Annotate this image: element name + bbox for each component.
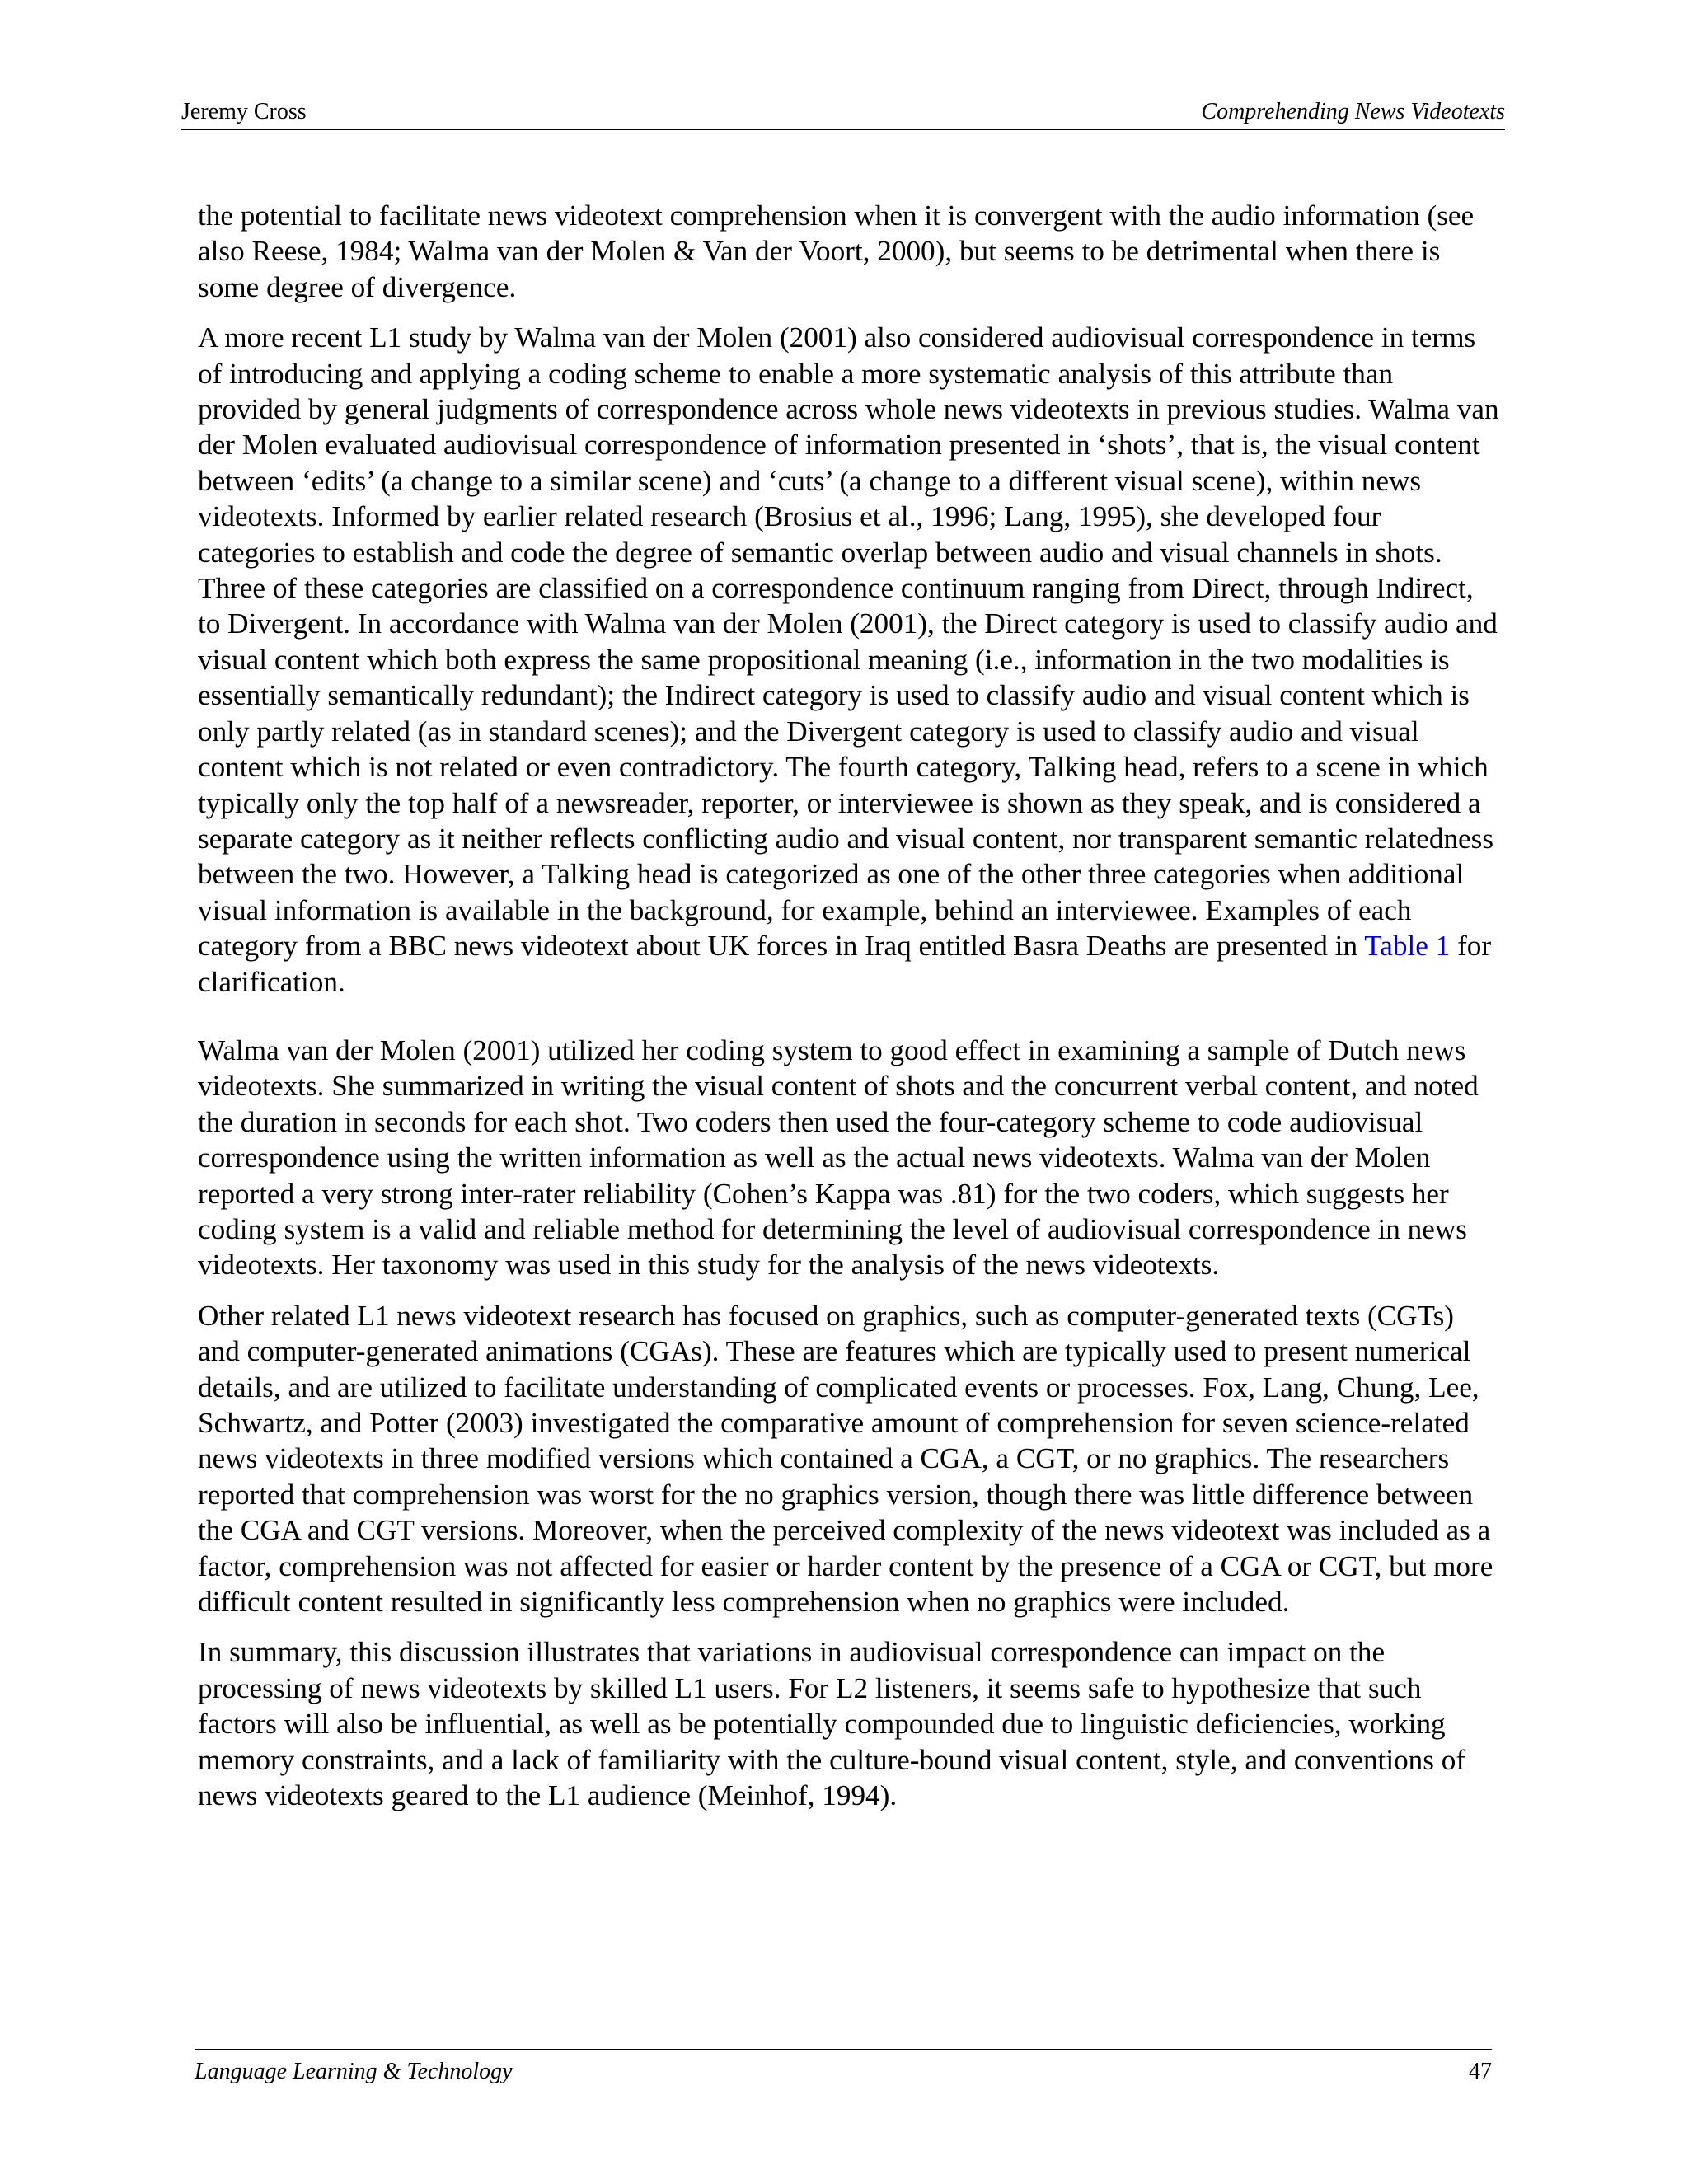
paragraph-5: In summary, this discussion illustrates that variations in audiovisual correspondence can impact on the processing of news videotexts by skilled L1 users. For L2 listeners, it seems safe to hypothesize that such factors will also be influential, as well as be potentially compounded due to linguistic deficiencies, working memory constraints, and a lack of familiarity with the culture-bound visual content, style, and conventions of news videotexts geared to the L1 audience (Meinhof, 1994). bbox=[198, 1636, 1466, 1812]
paragraph-2-text-before-link: A more recent L1 study by Walma van der Molen (2001) also considered audiovisual correspondence in terms of introducing and applying a coding scheme to enable a more systematic analysis of this attribute than provided by general judgments of correspondence across whole news videotexts in previous studies. Walma van der Molen evaluated audiovisual correspondence of information presented in ‘shots’, that is, the visual content between ‘edits’ (a change to a similar scene) and ‘cuts’ (a change to a different visual scene), within news videotexts. Informed by earlier related research (Brosius et al., 1996; Lang, 1995), she developed four categories to establish and code the degree of semantic overlap between audio and visual channels in shots. Three of these categories are classified on a correspondence continuum ranging from Direct, through Indirect, to Divergent. In accordance with Walma van der Molen (2001), the Direct category is used to classify audio and visual content which both express the same propositional meaning (i.e., information in the two modalities is essentially semantically redundant); the Indirect category is used to classify audio and visual content which is only partly related (as in standard scenes); and the Divergent category is used to classify audio and visual content which is not related or even contradictory. The fourth category, Talking head, refers to a scene in which typically only the top half of a newsreader, reporter, or interviewee is shown as they speak, and is considered a separate category as it neither reflects conflicting audio and visual content, nor transparent semantic relatedness between the two. However, a Talking head is categorized as one of the other three categories when additional visual information is available in the background, for example, behind an interviewee. Examples of each category from a BBC news videotext about UK forces in Iraq entitled Basra Deaths are presented in bbox=[198, 321, 1499, 963]
paragraph-4: Other related L1 news videotext research has focused on graphics, such as computer-generated texts (CGTs) and computer-generated animations (CGAs). These are features which are typically used to present numerical details, and are utilized to facilitate understanding of complicated events or processes. Fox, Lang, Chung, Lee, Schwartz, and Potter (2003) investigated the comparative amount of comprehension for seven science-related news videotexts in three modified versions which contained a CGA, a CGT, or no graphics. The researchers reported that comprehension was worst for the no graphics version, though there was little difference between the CGA and CGT versions. Moreover, when the perceived complexity of the news videotext was included as a factor, comprehension was not affected for easier or harder content by the presence of a CGA or CGT, but more difficult content resulted in significantly less comprehension when no graphics were included. bbox=[198, 1299, 1493, 1619]
page-footer bbox=[195, 2049, 1492, 2088]
table-1-link[interactable]: Table 1 bbox=[1364, 930, 1451, 963]
article-body bbox=[198, 198, 1500, 1813]
paragraph-1: the potential to facilitate news videotext comprehension when it is convergent with the audio information (see also Reese, 1984; Walma van der Molen & Van der Voort, 2000), but seems to be detrimental when there is some degree of divergence. bbox=[198, 199, 1475, 303]
header-author: Jeremy Cross bbox=[181, 99, 307, 124]
paragraph-2-text-after-link: for clarification. bbox=[198, 930, 1492, 998]
page-header bbox=[181, 96, 1505, 130]
paragraph-3: Walma van der Molen (2001) utilized her coding system to good effect in examining a sample of Dutch news videotexts. She summarized in writing the visual content of shots and the concurrent verbal content, and noted the duration in seconds for each shot. Two coders then used the four-category scheme to code audiovisual correspondence using the written information as well as the actual news videotexts. Walma van der Molen reported a very strong inter-rater reliability (Cohen’s Kappa was .81) for the two coders, which suggests her coding system is a valid and reliable method for determining the level of audiovisual correspondence in news videotexts. Her taxonomy was used in this study for the analysis of the news videotexts. bbox=[198, 1033, 1479, 1282]
footer-page-number: 47 bbox=[1469, 2059, 1492, 2084]
header-running-title: Comprehending News Videotexts bbox=[1201, 99, 1505, 124]
footer-journal-name: Language Learning & Technology bbox=[195, 2059, 513, 2084]
paragraph-2 bbox=[198, 320, 1500, 1000]
